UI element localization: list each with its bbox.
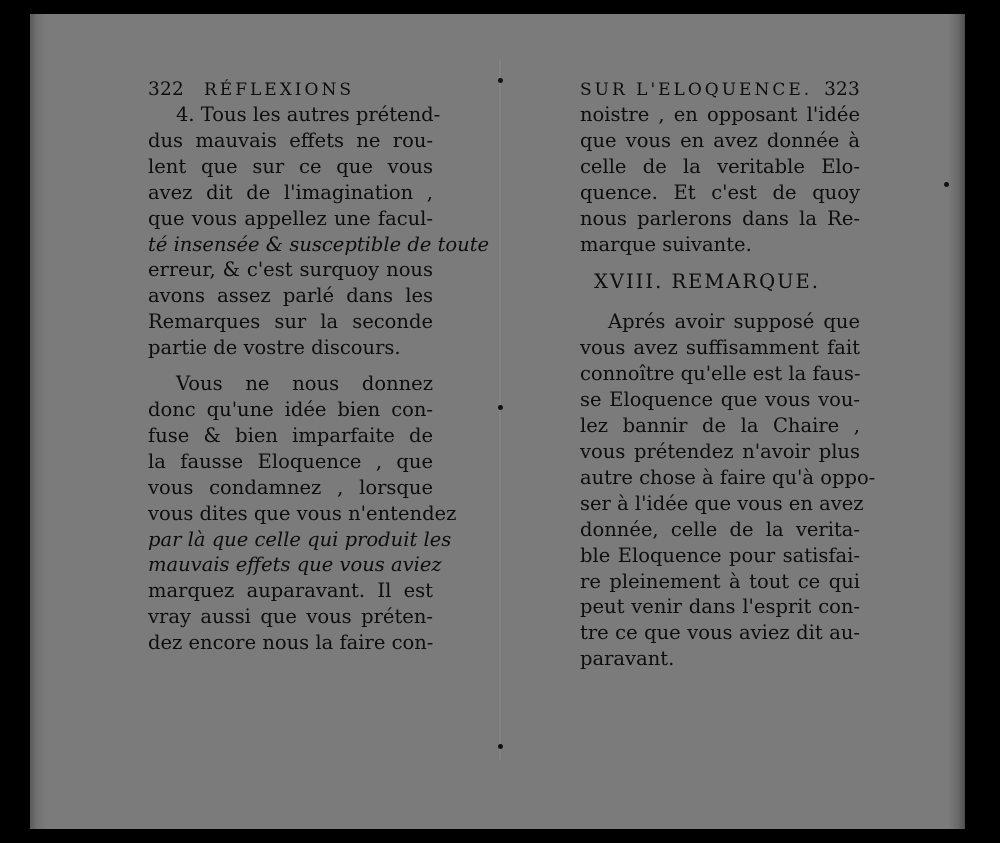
- gutter-mark: [498, 405, 503, 410]
- text-line: Vous ne nous donnez: [176, 372, 433, 396]
- text-line: donnée, celle de la verita-: [580, 517, 860, 541]
- right-page: [580, 78, 876, 672]
- text-line: ser à l'idée que vous en avez: [580, 491, 864, 515]
- text-line: té insensée & susceptible de toute: [148, 232, 490, 256]
- text-line: Remarques sur la seconde: [148, 310, 433, 334]
- right-running-head: [580, 78, 860, 102]
- remarque-heading: XVIII. REMARQUE.: [594, 270, 820, 294]
- text-line: fuse & bien imparfaite de: [148, 423, 433, 447]
- text-line: quence. Et c'est de quoy: [580, 180, 860, 204]
- page-edge-mark: [944, 182, 949, 187]
- text-line: vous prétendez n'avoir plus: [580, 439, 860, 463]
- page-number: 322: [148, 79, 184, 100]
- right-paragraph-2: [580, 309, 876, 672]
- text-line: re pleinement à tout ce qui: [580, 569, 860, 593]
- text-line: noistre , en opposant l'idée: [580, 103, 860, 126]
- book-gutter: [498, 60, 502, 760]
- text-line: que vous en avez donnée à: [580, 128, 860, 152]
- right-paragraph-1: [580, 102, 860, 257]
- text-line: Aprés avoir supposé que: [608, 310, 860, 334]
- text-line: vray aussi que vous préten-: [148, 605, 433, 629]
- text-line: donc qu'une idée bien con-: [148, 397, 433, 421]
- left-running-head: [148, 78, 433, 102]
- text-line: erreur, & c'est surquoy nous: [148, 258, 433, 282]
- text-line: avez dit de l'imagination ,: [148, 180, 433, 204]
- page-number: 323: [824, 79, 860, 100]
- text-line: que vous appellez une facul-: [148, 206, 433, 230]
- text-line: par là que celle qui produit les: [148, 527, 452, 551]
- text-line: 4. Tous les autres prétend-: [176, 103, 441, 126]
- gutter-mark: [498, 78, 503, 83]
- text-line: ble Eloquence pour satisfai-: [580, 543, 860, 567]
- left-page-edges: [30, 14, 46, 829]
- running-title: RÉFLEXIONS: [204, 80, 354, 100]
- text-line: se Eloquence que vous vou-: [580, 388, 860, 412]
- text-line: partie de vostre discours.: [148, 336, 401, 360]
- text-line: lez bannir de la Chaire ,: [580, 414, 860, 438]
- gutter-mark: [498, 744, 503, 749]
- running-title: SUR L'ELOQUENCE.: [580, 80, 813, 100]
- text-line: vous dites que vous n'entendez: [148, 501, 457, 525]
- left-page: [148, 78, 490, 656]
- text-line: marquez auparavant. Il est: [148, 579, 433, 603]
- text-line: celle de la veritable Elo-: [580, 154, 860, 178]
- text-line: vous avez suffisamment fait: [580, 336, 860, 360]
- text-line: connoître qu'elle est la faus-: [580, 362, 861, 386]
- text-line: avons assez parlé dans les: [148, 284, 433, 308]
- text-line: mauvais effets que vous aviez: [148, 553, 442, 577]
- text-line: tre ce que vous aviez dit au-: [580, 621, 860, 645]
- text-line: vous condamnez , lorsque: [148, 475, 433, 499]
- left-paragraph-2: [148, 371, 457, 656]
- right-page-edges: [948, 14, 965, 829]
- text-line: la fausse Eloquence , que: [148, 449, 433, 473]
- left-paragraph-1: [148, 102, 490, 361]
- text-line: peut venir dans l'esprit con-: [580, 595, 860, 619]
- text-line: dus mauvais effets ne rou-: [148, 128, 433, 152]
- text-line: paravant.: [580, 647, 675, 671]
- text-line: nous parlerons dans la Re-: [580, 206, 860, 230]
- text-line: marque suivante.: [580, 232, 752, 256]
- text-line: lent que sur ce que vous: [148, 154, 433, 178]
- text-line: autre chose à faire qu'à oppo-: [580, 465, 876, 489]
- text-line: dez encore nous la faire con-: [148, 631, 434, 655]
